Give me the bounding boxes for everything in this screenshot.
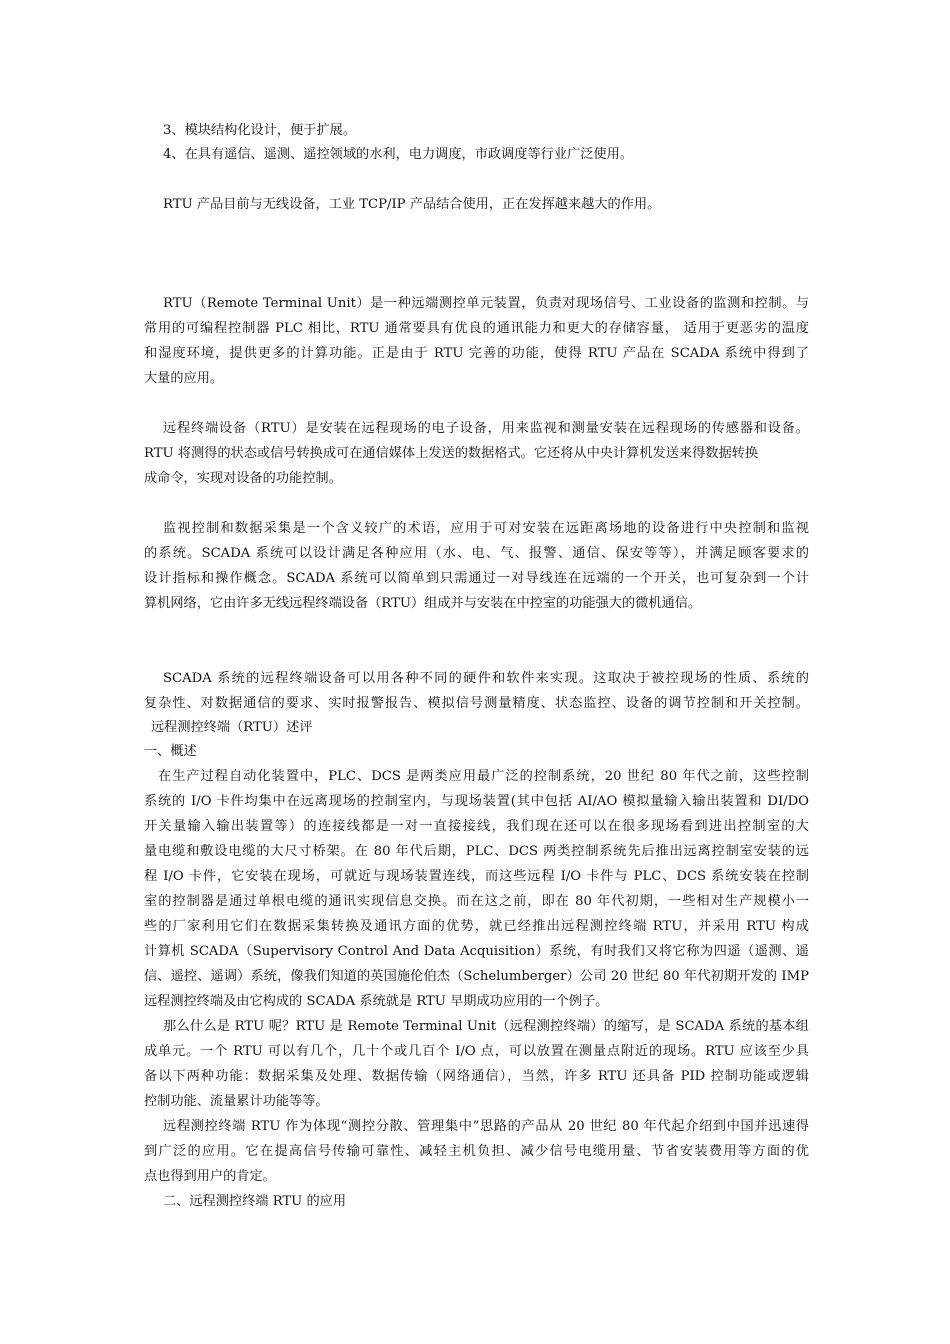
paragraph-line: 设计指标和操作概念。SCADA 系统可以简单到只需通过一对导线连在远端的一个开关，也可复杂到一个计	[144, 571, 809, 586]
paragraph-line: 些的厂家利用它们在数据采集转换及通讯方面的优势，就已经推出远程测控终端 RTU，并采用 RTU 构成	[144, 919, 809, 934]
section-title: 远程测控终端（RTU）述评	[151, 720, 313, 735]
paragraph-line: 控制功能、流量累计功能等等。	[144, 1094, 329, 1109]
paragraph-line: 点也得到用户的肯定。	[144, 1169, 276, 1184]
paragraph-line: RTU 产品目前与无线设备，工业 TCP/IP 产品结合使用，正在发挥越来越大的作用。	[163, 197, 661, 212]
paragraph-line: 备以下两种功能：数据采集及处理、数据传输（网络通信），当然，许多 RTU 还具备 PID 控制功能或逻辑	[144, 1069, 809, 1084]
paragraph-line: 成命令，实现对设备的功能控制。	[144, 471, 342, 486]
paragraph-line: 在生产过程自动化装置中，PLC、DCS 是两类应用最广泛的控制系统，20 世纪 80 年代之前，这些控制	[158, 769, 809, 784]
paragraph-line: 系统的 I/O 卡件均集中在远离现场的控制室内，与现场装置(其中包括 AI/AO 模拟量输入输出装置和 DI/DO	[144, 794, 809, 809]
paragraph-line: 远程测控终端及由它构成的 SCADA 系统就是 RTU 早期成功应用的一个例子。	[144, 994, 609, 1009]
paragraph-line: 开关量输入输出装置等）的连接线都是一对一直接接线，我们现在还可以在很多现场看到进出控制室的大	[144, 819, 809, 834]
paragraph-line: 复杂性、对数据通信的要求、实时报警报告、模拟信号测量精度、状态监控、设备的调节控制和开关控制。	[144, 696, 809, 711]
paragraph-line: 室的控制器是通过单根电缆的通讯实现信息交换。而在这之前，即在 80 年代初期，一些相对生产规模小一	[144, 894, 809, 909]
list-item-3: 3、模块结构化设计，便于扩展。	[163, 123, 357, 138]
paragraph-line: 成单元。一个 RTU 可以有几个，几十个或几百个 I/O 点，可以放置在测量点附近的现场。RTU 应该至少具	[144, 1044, 809, 1059]
paragraph-line: 程 I/O 卡件，它安装在现场，可就近与现场装置连线，而这些远程 I/O 卡件与 PLC、DCS 系统安装在控制	[144, 869, 809, 884]
paragraph-line: 监视控制和数据采集是一个含义较广的术语，应用于可对安装在远距离场地的设备进行中央控制和监视	[163, 521, 809, 536]
paragraph-line: RTU 将测得的状态或信号转换成可在通信媒体上发送的数据格式。它还将从中央计算机发送来得数据转换	[144, 446, 759, 461]
paragraph-line: SCADA 系统的远程终端设备可以用各种不同的硬件和软件来实现。这取决于被控现场的性质、系统的	[163, 671, 809, 686]
section-heading: 一、概述	[144, 744, 197, 759]
paragraph-line: 算机网络，它由许多无线远程终端设备（RTU）组成并与安装在中控室的功能强大的微机通信。	[144, 596, 702, 611]
paragraph-line: 量电缆和敷设电缆的大尺寸桥架。在 80 年代后期，PLC、DCS 两类控制系统先后推出远离控制室安装的远	[144, 844, 809, 859]
paragraph-line: 信、遥控、遥调）系统，像我们知道的英国施伦伯杰（Schelumberger）公司 20 世纪 80 年代初期开发的 IMP	[144, 969, 809, 984]
paragraph-line: 的系统。SCADA 系统可以设计满足各种应用（水、电、气、报警、通信、保安等等），并满足顾客要求的	[144, 546, 809, 561]
list-item-4: 4、在具有遥信、遥测、遥控领域的水利，电力调度，市政调度等行业广泛使用。	[163, 147, 633, 162]
paragraph-line: 常用的可编程控制器 PLC 相比，RTU 通常要具有优良的通讯能力和更大的存储容量， 适用于更恶劣的温度	[144, 321, 809, 336]
section-heading: 二、远程测控终端 RTU 的应用	[163, 1194, 347, 1209]
paragraph-line: 计算机 SCADA（Supervisory Control And Data Acquisition）系统，有时我们又将它称为四遥（遥测、遥	[144, 944, 809, 959]
paragraph-line: 大量的应用。	[144, 371, 224, 386]
paragraph-line: RTU（Remote Terminal Unit）是一种远端测控单元装置，负责对现场信号、工业设备的监测和控制。与	[163, 296, 809, 311]
paragraph-line: 和湿度环境，提供更多的计算功能。正是由于 RTU 完善的功能，使得 RTU 产品在 SCADA 系统中得到了	[144, 346, 809, 361]
paragraph-line: 那么什么是 RTU 呢？RTU 是 Remote Terminal Unit（远程测控终端）的缩写，是 SCADA 系统的基本组	[163, 1019, 809, 1034]
paragraph-line: 到广泛的应用。它在提高信号传输可靠性、减轻主机负担、减少信号电缆用量、节省安装费用等方面的优	[144, 1144, 809, 1159]
paragraph-line: 远程测控终端 RTU 作为体现“测控分散、管理集中”思路的产品从 20 世纪 80 年代起介绍到中国并迅速得	[163, 1119, 809, 1134]
paragraph-line: 远程终端设备（RTU）是安装在远程现场的电子设备，用来监视和测量安装在远程现场的传感器和设备。	[163, 421, 809, 436]
